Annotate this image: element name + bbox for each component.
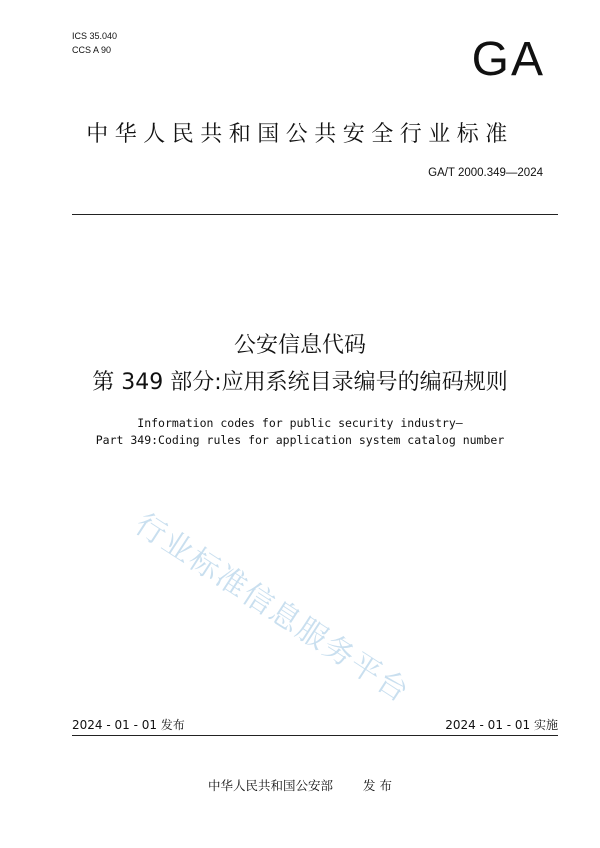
publisher [0,776,600,794]
title-en-line1: Information codes for public security industry— [137,416,463,430]
issue-date: 2024 - 01 - 01 发布 [72,718,185,732]
implementation-date: 2024 - 01 - 01 实施 [445,718,558,732]
footer-divider [72,735,558,736]
publisher-action: 发 布 [363,778,392,793]
classification-codes [72,29,117,57]
title-en-line2: Part 349:Coding rules for application system catalog number [95,433,505,447]
ics-code: ICS 35.040 [72,31,118,41]
ga-logo: GA [471,33,545,86]
standard-type-heading: 中华人民共和国公共安全行业标准 [86,122,514,147]
standard-code: GA/T 2000.349—2024 [428,167,543,179]
title-cn-line1: 公安信息代码 [233,333,366,358]
ccs-code: CCS A 90 [72,45,112,55]
watermark: 行业标准信息服务平台 [128,506,417,711]
header-divider [72,214,558,215]
title-cn-line2: 第 349 部分:应用系统目录编号的编码规则 [92,370,508,395]
publisher-name: 中华人民共和国公安部 [208,778,334,793]
